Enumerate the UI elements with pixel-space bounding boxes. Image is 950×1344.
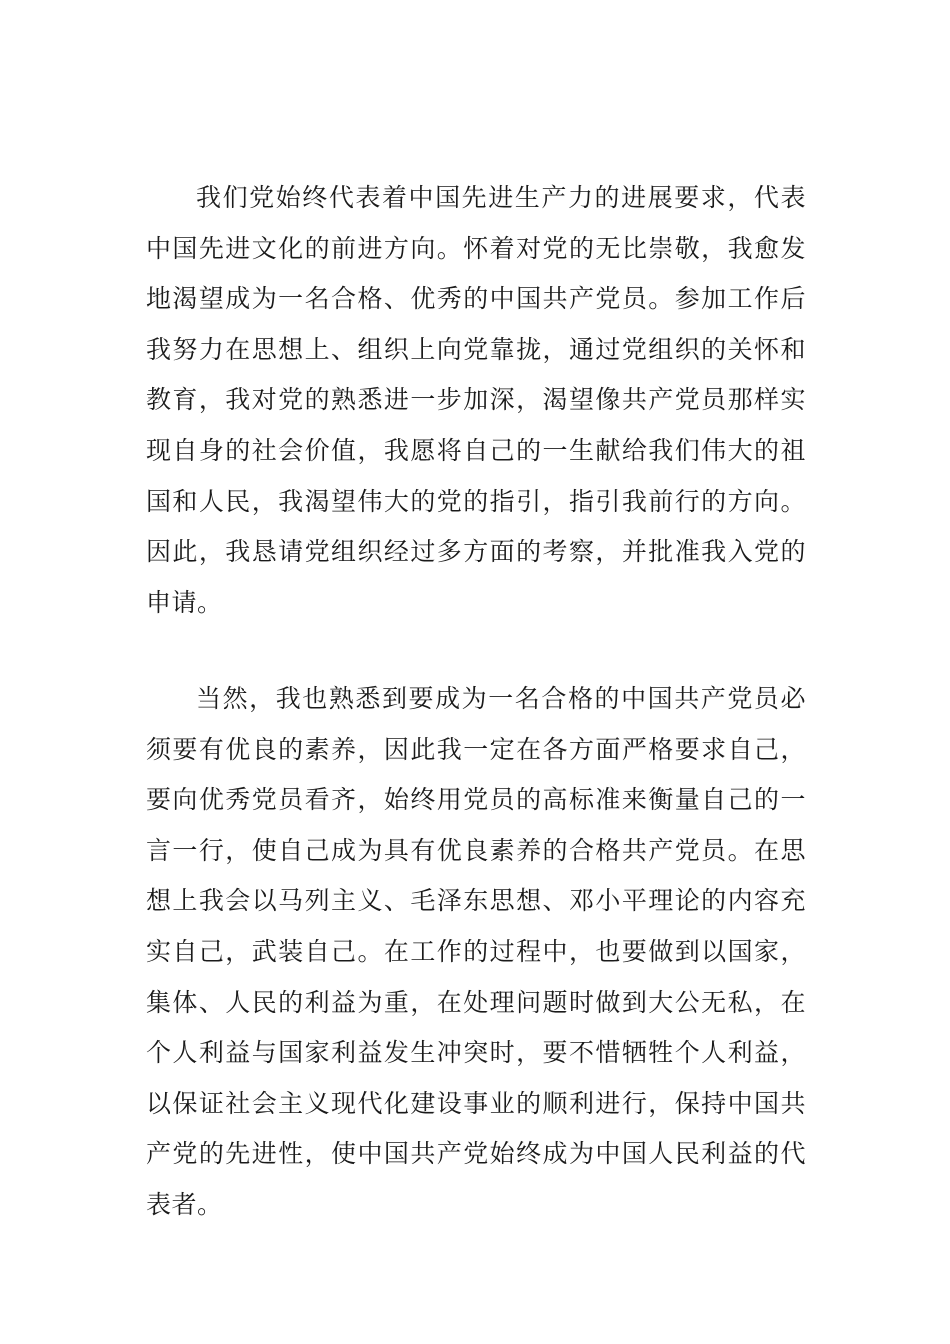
body-paragraph: 我们党始终代表着中国先进生产力的进展要求，代表中国先进文化的前进方向。怀着对党的无比崇敬，我愈发地渴望成为一名合格、优秀的中国共产党员。参加工作后我努力在思想上、组织上向党靠拢，通过党组织的关怀和教育，我对党的熟悉进一步加深，渴望像共产党员那样实现自身的社会价值，我愿将自己的一生献给我们伟大的祖国和人民，我渴望伟大的党的指引，指引我前行的方向。因此，我恳请党组织经过多方面的考察，并批准我入党的申请。: [146, 183, 806, 617]
body-paragraph: 当然，我也熟悉到要成为一名合格的中国共产党员必须要有优良的素养，因此我一定在各方面严格要求自己，要向优秀党员看齐，始终用党员的高标准来衡量自己的一言一行，使自己成为具有优良素养的合格共产党员。在思想上我会以马列主义、毛泽东思想、邓小平理论的内容充实自己，武装自己。在工作的过程中，也要做到以国家，集体、人民的利益为重，在处理问题时做到大公无私，在个人利益与国家利益发生冲突时，要不惜牺牲个人利益，以保证社会主义现代化建设事业的顺利进行，保持中国共产党的先进性，使中国共产党始终成为中国人民利益的代表者。: [146, 684, 806, 1219]
